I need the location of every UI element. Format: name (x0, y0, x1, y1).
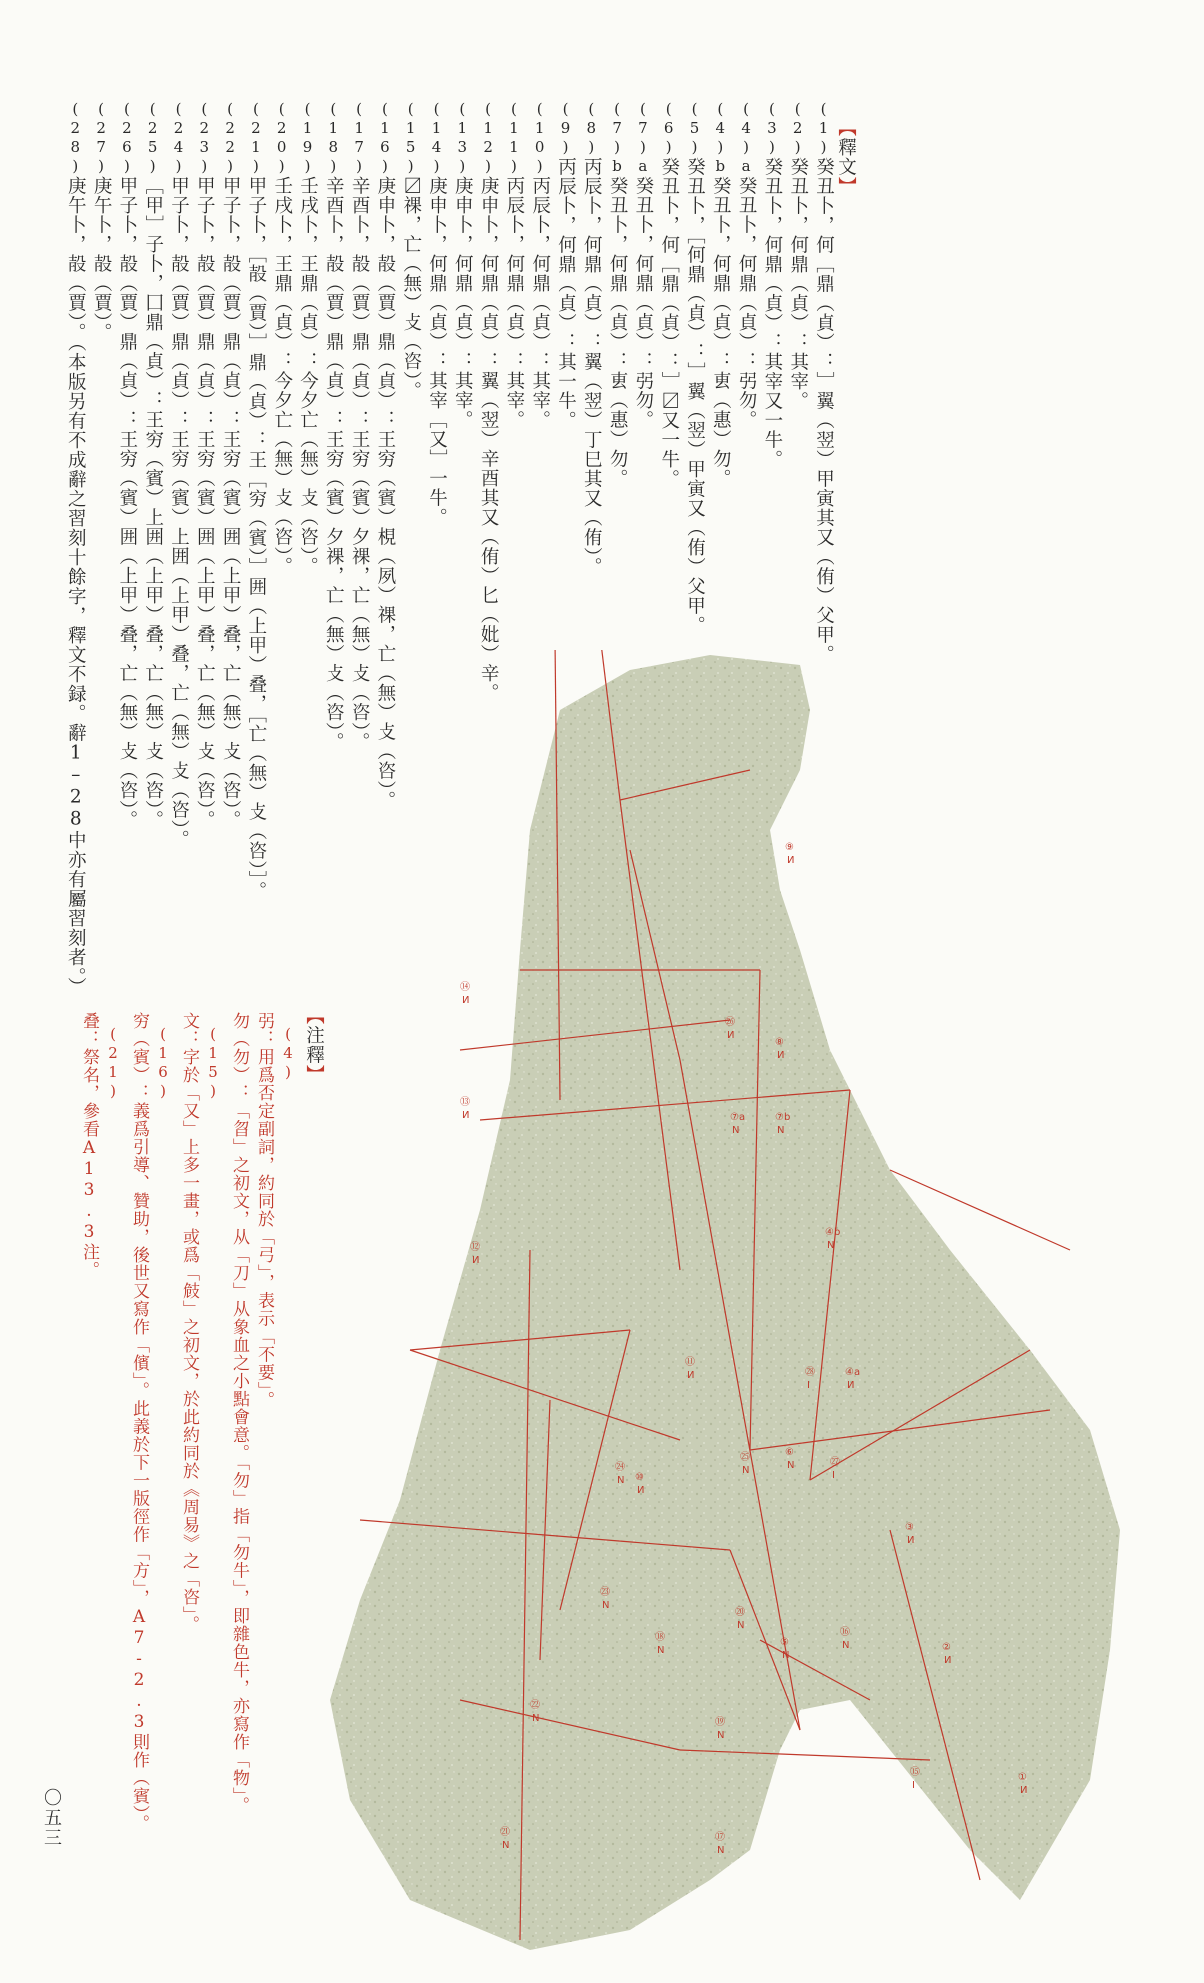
line-number: (25) (143, 100, 162, 176)
label-direction: И (687, 1370, 695, 1381)
label-number: ㉘ (805, 1367, 815, 1378)
line-text: 庚申卜，㱿（賈）鼎（貞）：王穷（賓）梘（夙）祼，亡（無）攴（咨）。 (374, 176, 396, 811)
note-line: 弜：用爲否定副詞，約同於「弓」，表示「不要」。 (254, 1012, 274, 1409)
translation-line (401, 100, 420, 401)
line-text: 庚申卜，何鼎（貞）：其宰［又］一牛。 (426, 176, 448, 527)
label-direction: N (782, 1650, 790, 1661)
line-number: (28) (66, 100, 85, 176)
translation-heading: 【釋文】 (835, 118, 857, 196)
line-text: 甲子卜，㱿（賈）鼎（貞）：王穷（賓）囲（上甲）叠，亡（無）攴（咨）。 (220, 176, 242, 830)
label-number: ⑬ (460, 1097, 470, 1108)
label-number: ⑯ (840, 1627, 850, 1638)
label-direction: N (532, 1713, 540, 1724)
translation-line (272, 100, 291, 576)
line-number: (26) (117, 100, 136, 176)
label-number: ⑥ (785, 1447, 794, 1458)
label-number: ㉓ (600, 1587, 610, 1598)
line-number: (3) (762, 100, 781, 157)
line-number: (7)b (608, 100, 627, 176)
translation-line (530, 100, 549, 430)
line-text: 〼祼，亡（無）攴（咨）。 (400, 176, 422, 401)
line-text: 癸丑卜，［何鼎（貞）：］翼（翌）甲寅又（侑）父甲。 (684, 157, 706, 636)
label-direction: N (732, 1125, 740, 1136)
label-direction: I (912, 1780, 915, 1791)
label-direction: И (637, 1485, 645, 1496)
note-line: 叠：祭名，參看A13.3注。 (79, 1012, 99, 1279)
line-text: 癸丑卜，何鼎（貞）：弜勿。 (632, 176, 654, 430)
translation-line (608, 100, 627, 488)
label-number: ② (942, 1642, 951, 1653)
line-text: 辛酉卜，㱿（賈）鼎（貞）：王穷（賓）夕祼，亡（無）攴（咨）。 (323, 176, 345, 752)
line-number: (12) (479, 100, 498, 176)
note-number: (15) (204, 1025, 222, 1101)
translation-line (788, 100, 807, 411)
label-number: ㉕ (740, 1452, 750, 1463)
label-number: ⑭ (460, 982, 470, 993)
line-text: 丙辰卜，何鼎（貞）：其宰。 (529, 176, 551, 430)
label-number: ① (1018, 1772, 1027, 1783)
label-number: ⑩ (635, 1472, 644, 1483)
line-text: 癸丑卜，何［鼎（貞）：］翼（翌）甲寅其又（侑）父甲。 (813, 157, 835, 664)
label-number: ⑳ (735, 1607, 745, 1618)
note-line: 文：字於「又」上多一畫，或爲「㩻」之初文，於此約同於《周易》之「咨」。 (179, 1012, 199, 1634)
translation-line (711, 100, 730, 488)
line-text: 壬戌卜，王鼎（貞）：今夕亡（無）攴（咨）。 (297, 176, 319, 577)
label-direction: N (617, 1475, 625, 1486)
line-number: (4)a (737, 100, 756, 176)
label-direction: N (502, 1840, 510, 1851)
line-text: 癸丑卜，何鼎（貞）：其宰又一牛。 (761, 157, 783, 469)
label-number: ㉔ (615, 1462, 625, 1473)
line-text: 甲子卜，［㱿（賈）］鼎（貞）：王［穷（賓）］囲（上甲）叠，［亡（無）攴（咨）］。 (245, 176, 267, 901)
note-number: (21) (104, 1025, 122, 1101)
translation-line (633, 100, 652, 430)
label-direction: N (717, 1845, 725, 1856)
line-text: ［甲］子卜，囗鼎（貞）：王穷（賓）上囲（上甲）叠，亡（無）攴（咨）。 (142, 176, 164, 830)
translation-line (659, 100, 678, 489)
translation-line (582, 100, 601, 577)
label-number: ⑰ (715, 1832, 725, 1843)
line-number: (24) (169, 100, 188, 176)
label-number: ④a (845, 1367, 861, 1378)
line-number: (19) (298, 100, 317, 176)
translation-line (117, 100, 136, 830)
label-direction: И (727, 1030, 735, 1041)
page-number: 〇五三 (41, 1788, 62, 1848)
translation-line (556, 100, 575, 430)
rubbing-label-14 (460, 981, 470, 1006)
line-number: (20) (272, 100, 291, 176)
line-number: (10) (530, 100, 549, 176)
line-text: 庚午卜，㱿（賈）。（本版另有不成辭之習刻十餘字，釋文不録。辭1–28中亦有屬習刻者。） (65, 176, 87, 997)
label-direction: N (742, 1465, 750, 1476)
label-direction: И (787, 855, 795, 866)
translation-line (814, 100, 833, 664)
label-number: ⑧ (775, 1037, 784, 1048)
line-number: (7)a (633, 100, 652, 176)
label-direction: И (944, 1655, 952, 1666)
label-direction: N (717, 1730, 725, 1741)
line-number: (14) (427, 100, 446, 176)
translation-line (92, 100, 111, 342)
oracle-bone-rubbing (330, 650, 1130, 1950)
label-direction: N (842, 1640, 850, 1651)
line-number: (2) (788, 100, 807, 157)
line-number: (21) (246, 100, 265, 176)
label-direction: И (462, 995, 470, 1006)
label-direction: N (787, 1460, 795, 1471)
note-number: (16) (154, 1025, 172, 1101)
line-text: 癸丑卜，何鼎（貞）：叀（惠）勿。 (607, 176, 629, 488)
label-direction: И (1020, 1785, 1028, 1796)
line-text: 丙辰卜，何鼎（貞）：其宰。 (503, 176, 525, 430)
label-direction: И (462, 1110, 470, 1121)
line-number: (4)b (711, 100, 730, 176)
label-direction: И (472, 1255, 480, 1266)
line-text: 癸丑卜，何鼎（貞）：其宰。 (787, 157, 809, 411)
line-number: (18) (324, 100, 343, 176)
line-number: (6) (659, 100, 678, 157)
note-line: 勿（勿）：「㫚」之初文，从「刀」从象血之小點會意。「勿」指「勿牛」，即雜色牛，亦寫作「物」。 (229, 1012, 249, 1815)
line-number: (16) (375, 100, 394, 176)
line-number: (8) (582, 100, 601, 157)
translation-line (169, 100, 188, 849)
translation-line (66, 100, 85, 997)
line-number: (11) (504, 100, 523, 176)
label-direction: N (777, 1125, 785, 1136)
label-direction: N (737, 1620, 745, 1631)
label-direction: I (807, 1380, 810, 1391)
translation-line (762, 100, 781, 469)
label-direction: И (777, 1050, 785, 1061)
bone-silhouette (330, 655, 1120, 1950)
line-text: 丙辰卜，何鼎（貞）：其一牛。 (555, 157, 577, 430)
label-number: ⑨ (785, 842, 794, 853)
rubbing-label-13 (460, 1096, 470, 1121)
note-number: (4) (279, 1025, 297, 1082)
label-direction: И (847, 1380, 855, 1391)
label-number: ⑪ (685, 1357, 695, 1368)
label-direction: N (657, 1645, 665, 1656)
label-direction: I (832, 1470, 835, 1481)
line-number: (5) (685, 100, 704, 157)
label-number: ⑦a (730, 1112, 746, 1123)
translation-line (479, 100, 498, 703)
line-text: 丙辰卜，何鼎（貞）：翼（翌）丁巳其又（侑）。 (581, 157, 603, 577)
line-text: 癸丑卜，何［鼎（貞）：］〼又一牛。 (658, 157, 680, 489)
translation-line (504, 100, 523, 430)
label-number: ㉑ (500, 1827, 510, 1838)
label-number: ⑦b (775, 1112, 791, 1123)
line-number: (15) (401, 100, 420, 176)
label-number: ⑮ (910, 1767, 920, 1778)
line-number: (27) (92, 100, 111, 176)
line-text: 甲子卜，㱿（賈）鼎（貞）：王穷（賓）上囲（上甲）叠，亡（無）攴（咨）。 (168, 176, 190, 850)
line-number: (1) (814, 100, 833, 157)
translation-line (143, 100, 162, 830)
line-number: (23) (195, 100, 214, 176)
translation-line (453, 100, 472, 430)
label-number: ⑤ (780, 1637, 789, 1648)
translation-line (737, 100, 756, 430)
label-number: ㉖ (725, 1017, 735, 1028)
translation-line (195, 100, 214, 830)
line-number: (22) (221, 100, 240, 176)
line-text: 癸丑卜，何鼎（貞）：弜勿。 (736, 176, 758, 430)
label-number: ⑲ (715, 1717, 725, 1728)
line-number: (13) (453, 100, 472, 176)
line-text: 甲子卜，㱿（賈）鼎（貞）：王穷（賓）囲（上甲）叠，亡（無）攴（咨）。 (194, 176, 216, 830)
label-number: ③ (905, 1522, 914, 1533)
note-line: 穷（賓）：義爲引導、贊助，後世又寫作「儐」。此義於下一版徑作「方」，A7-2.3則作（賓）。 (129, 1012, 149, 1833)
line-text: 庚申卜，何鼎（貞）：其宰。 (452, 176, 474, 430)
label-direction: N (827, 1240, 835, 1251)
label-number: ⑱ (655, 1632, 665, 1643)
translation-line (427, 100, 446, 527)
line-text: 庚午卜，㱿（賈）。 (91, 176, 113, 343)
translation-line (298, 100, 317, 576)
line-text: 壬戌卜，王鼎（貞）：今夕亡（無）攴（咨）。 (271, 176, 293, 577)
line-text: 甲子卜，㱿（賈）鼎（貞）：王穷（賓）囲（上甲）叠，亡（無）攴（咨）。 (116, 176, 138, 830)
label-direction: N (602, 1600, 610, 1611)
line-text: 癸丑卜，何鼎（貞）：叀（惠）勿。 (710, 176, 732, 488)
line-text: 辛酉卜，㱿（賈）鼎（貞）：王穷（賓）夕祼，亡（無）攴（咨）。 (349, 176, 371, 752)
translation-line (221, 100, 240, 830)
rubbing-label-9 (785, 842, 794, 866)
label-number: ⑫ (470, 1242, 480, 1253)
label-number: ④b (825, 1227, 841, 1238)
line-text: 庚申卜，何鼎（貞）：翼（翌）辛酉其又（侑）匕（妣）辛。 (478, 176, 500, 703)
translation-line (685, 100, 704, 635)
line-number: (9) (556, 100, 575, 157)
translation-line (246, 100, 265, 901)
label-direction: И (907, 1535, 915, 1546)
label-number: ㉒ (530, 1700, 540, 1711)
label-number: ㉗ (830, 1457, 840, 1468)
line-number: (17) (350, 100, 369, 176)
notes-heading: 【注釋】 (303, 1006, 325, 1084)
